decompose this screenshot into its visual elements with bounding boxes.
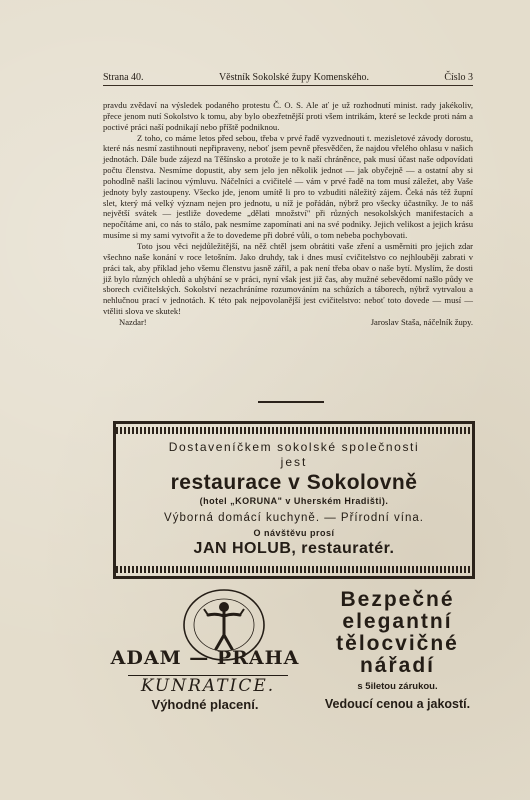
restaurant-ad-content <box>124 438 464 562</box>
equipment-pitch <box>305 589 490 692</box>
restaurant-advertisement <box>113 421 475 579</box>
pitch-line-2: elegantní <box>342 610 453 633</box>
article-paragraph-3: Toto jsou věci nejdůležitější, na něž chtěl jsem obrátiti vaše zření a usměrniti pro jejich zdar všechno naše konání v roce letošním. Jako druhdy, tak i dnes musí cvičitelstvo co nejhlouběji zabrati v práci tak, aby příklad jeho všemu členstvu jasně zářil, a pak není třeba obav o naše bytí. Myslím, že dosti již bylo různých ohledů a uhýbání se v práci, nyní však jest již čas, aby mužné sebevědomí našlo půdy ve sborech cvičitelských. Sokolství nezachráníme rozumováním na schůzích a táborech, nýbrž vytrvalou a nehlučnou prací v jednotách. K této pak nejpovolanější jest cvičitelstvo: neboť toto dovede — musí — vtěliti slova ve skutek! <box>103 240 473 317</box>
article-paragraph-2: Z toho, co máme letos před sebou, třeba v prvé řadě vyzvednouti t. mezisletové závody dorostu, které nás nesmí zastihnouti nepřipraveny, neboť jsem pevně přesvědčen, že najdou vřelého ohlasu v našich jednotách. Dále bude zájezd na Těšínsko a protože je to k naší chráněnce, pak musí účast naše odpovídati počtu členstva. Nesmíme dopustit, aby sem jelo jen několik jednot — jak obyčejně — a ostatní aby si pohodlně našli lacinou výmluvu. Náčelníci a cvičitelé — vám v prvé řadě na tom musí záležet, aby Vaše jednoty byly zastoupeny. Všecko jde, jenom umítě li pro to vzbuditi náležitý zájem. Čeká nás též župní slet, který má velký význam nejen pro jednotu, u níž je pořádán, nýbrž pro všecky účastníky. Je to náš největší svátek — jestliže dovedeme „dělati množství" při různých nesokolských manifestacích a nepočítáme ani, co nás to stálo, pak nesmíme zapomínati ani na své podniky. Jejich velikost a jejich krásu musíme si my sami vytvořit a že to dovedeme při dobré vůli, o tom nebeba pochybovati. <box>103 132 473 241</box>
signature: Jaroslav Staša, náčelník župy. <box>370 316 473 327</box>
ad-line-jest: jest <box>280 455 308 469</box>
article-signature-row <box>103 317 473 328</box>
decorative-border-bottom <box>116 566 472 573</box>
warranty: s 5iletou zárukou. <box>357 681 438 692</box>
ad-restaurant-name: restaurace v Sokolovně <box>170 471 418 494</box>
brand-place: KUNRATICE. <box>128 675 288 696</box>
issue-number: Číslo 3 <box>444 72 473 83</box>
separator-line <box>258 401 324 403</box>
ad-hotel-name: (hotel „KORUNA" v Uherském Hradišti). <box>199 496 389 506</box>
greeting: Nazdar! <box>119 316 147 327</box>
pitch-line-3: tělocvičné <box>336 632 459 655</box>
ad-owner: JAN HOLUB, restauratér. <box>193 540 395 557</box>
article-body <box>103 100 473 328</box>
brand-name: ADAM — PRAHA <box>110 647 300 669</box>
pitch-line-1: Bezpečné <box>340 588 455 611</box>
page-header <box>103 72 473 86</box>
article-paragraph-1: pravdu zvědaví na výsledek podaného protestu Č. O. S. Ale ať je už rozhodnutí minist. rady jakékoliv, přece jenom nutí Sokolstvo k tomu, aby bylo obezřetnější proti všem intrikám, které se leckde proti nám a poctivé práci naší podnikají nebo příště podniknou. <box>103 100 473 132</box>
ad-cuisine: Výborná domácí kuchyně. — Přírodní vína. <box>164 512 424 524</box>
ad-invitation: O návštěvu prosí <box>253 528 335 538</box>
slogan-quality: Vedoucí cenou a jakostí. <box>324 697 471 711</box>
page-number: Strana 40. <box>103 72 144 83</box>
ad-line-meeting-place: Dostaveníčkem sokolské společnosti <box>168 440 420 454</box>
slogan-payment: Výhodné placení. <box>151 697 259 712</box>
adam-praha-advertisement <box>100 585 490 735</box>
decorative-border-top <box>116 427 472 434</box>
pitch-line-4: nářadí <box>359 654 436 677</box>
journal-title: Věstník Sokolské župy Komenského. <box>218 72 369 83</box>
